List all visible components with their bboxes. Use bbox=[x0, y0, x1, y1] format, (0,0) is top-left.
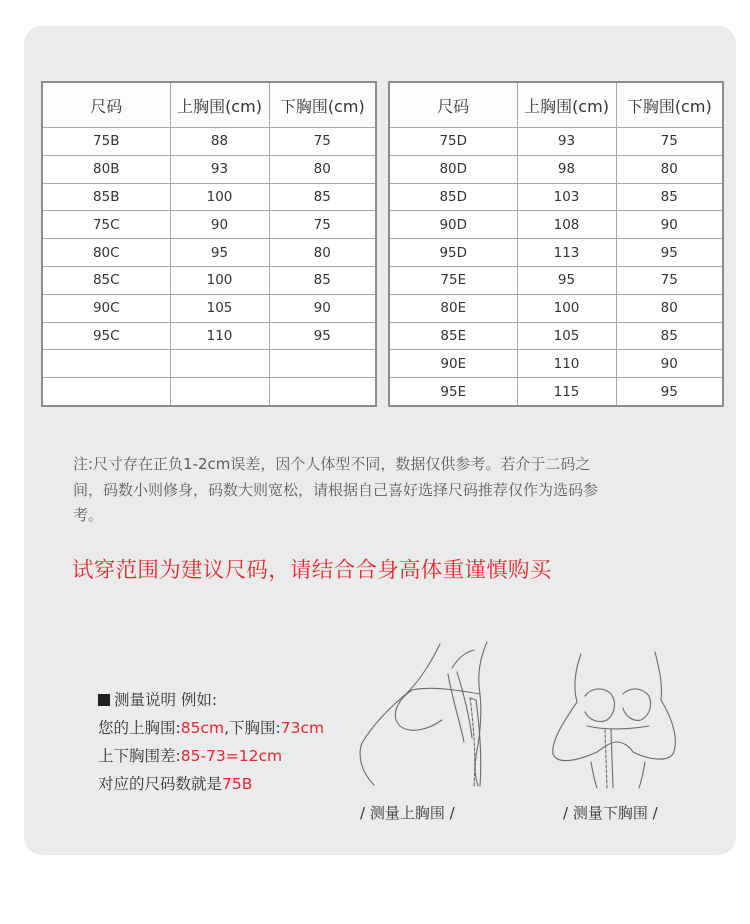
under-bust-cell: 85 bbox=[616, 183, 723, 211]
result-value: 75B bbox=[222, 775, 253, 793]
table-row bbox=[389, 128, 723, 156]
upper-bust-cell: 93 bbox=[517, 128, 616, 156]
table-row bbox=[42, 183, 376, 211]
square-bullet-icon bbox=[98, 694, 110, 706]
size-cell bbox=[42, 378, 170, 406]
table-row bbox=[42, 294, 376, 322]
upper-bust-cell: 100 bbox=[170, 183, 269, 211]
upper-bust-cell: 98 bbox=[517, 155, 616, 183]
upper-bust-cell: 95 bbox=[517, 266, 616, 294]
header-size: 尺码 bbox=[42, 82, 170, 128]
difference-value: 85-73=12cm bbox=[180, 747, 283, 765]
size-cell: 85B bbox=[42, 183, 170, 211]
size-cell: 80B bbox=[42, 155, 170, 183]
measure-result-line bbox=[98, 770, 324, 798]
upper-bust-cell: 95 bbox=[170, 239, 269, 267]
under-bust-cell: 75 bbox=[616, 128, 723, 156]
under-bust-cell: 80 bbox=[269, 239, 376, 267]
under-bust-cell: 75 bbox=[269, 211, 376, 239]
upper-bust-cell: 115 bbox=[517, 378, 616, 406]
header-size: 尺码 bbox=[389, 82, 517, 128]
size-cell: 85D bbox=[389, 183, 517, 211]
upper-bust-cell: 100 bbox=[517, 294, 616, 322]
size-cell: 75B bbox=[42, 128, 170, 156]
caption-under-bust: / 测量下胸围 / bbox=[563, 804, 658, 822]
under-bust-cell: 90 bbox=[269, 294, 376, 322]
upper-bust-cell: 100 bbox=[170, 266, 269, 294]
under-bust-cell: 95 bbox=[269, 322, 376, 350]
fit-warning: 试穿范围为建议尺码，请结合合身高体重谨慎购买 bbox=[72, 558, 552, 583]
difference-label: 上下胸围差: bbox=[98, 747, 181, 765]
under-bust-cell: 90 bbox=[616, 211, 723, 239]
size-cell: 85E bbox=[389, 322, 517, 350]
size-cell: 80D bbox=[389, 155, 517, 183]
upper-bust-cell bbox=[170, 378, 269, 406]
under-bust-cell: 75 bbox=[616, 266, 723, 294]
table-row bbox=[42, 128, 376, 156]
upper-bust-cell: 113 bbox=[517, 239, 616, 267]
upper-bust-value: 85cm bbox=[180, 719, 225, 737]
table-row bbox=[42, 378, 376, 406]
upper-bust-label: 您的上胸围: bbox=[98, 719, 181, 737]
table-row bbox=[389, 211, 723, 239]
upper-bust-cell: 108 bbox=[517, 211, 616, 239]
upper-bust-cell: 93 bbox=[170, 155, 269, 183]
under-bust-cell bbox=[269, 350, 376, 378]
measure-difference-line bbox=[98, 742, 324, 770]
under-bust-cell: 85 bbox=[269, 266, 376, 294]
upper-bust-cell: 110 bbox=[170, 322, 269, 350]
under-bust-cell bbox=[269, 378, 376, 406]
size-cell: 95E bbox=[389, 378, 517, 406]
table-row bbox=[42, 155, 376, 183]
size-table-right bbox=[388, 81, 724, 407]
measurement-instructions bbox=[98, 686, 324, 798]
under-bust-cell: 90 bbox=[616, 350, 723, 378]
table-row bbox=[42, 350, 376, 378]
measure-title: 测量说明 例如: bbox=[114, 691, 218, 709]
size-cell: 80C bbox=[42, 239, 170, 267]
size-cell: 80E bbox=[389, 294, 517, 322]
under-bust-label: 下胸围: bbox=[229, 719, 281, 737]
size-cell: 75E bbox=[389, 266, 517, 294]
under-bust-cell: 95 bbox=[616, 239, 723, 267]
upper-bust-cell: 90 bbox=[170, 211, 269, 239]
measure-title-line bbox=[98, 686, 324, 714]
table-row bbox=[42, 266, 376, 294]
size-cell: 90D bbox=[389, 211, 517, 239]
upper-bust-cell: 88 bbox=[170, 128, 269, 156]
upper-bust-measure-illustration bbox=[352, 638, 502, 788]
size-cell: 90E bbox=[389, 350, 517, 378]
under-bust-cell: 95 bbox=[616, 378, 723, 406]
under-bust-measure-illustration bbox=[545, 650, 685, 790]
under-bust-cell: 75 bbox=[269, 128, 376, 156]
table-row bbox=[389, 266, 723, 294]
upper-bust-cell: 110 bbox=[517, 350, 616, 378]
table-row bbox=[42, 239, 376, 267]
size-cell: 85C bbox=[42, 266, 170, 294]
size-table-left bbox=[41, 81, 377, 407]
table-row bbox=[389, 239, 723, 267]
table-row bbox=[389, 350, 723, 378]
separator: , bbox=[224, 719, 230, 737]
size-error-note: 注:尺寸存在正负1-2cm误差，因个人体型不同，数据仅供参考。若介于二码之间，码数小则修身，码数大则宽松，请根据自己喜好选择尺码推荐仅作为选码参考。 bbox=[73, 455, 599, 524]
upper-bust-cell: 105 bbox=[517, 322, 616, 350]
under-bust-cell: 80 bbox=[616, 294, 723, 322]
caption-upper-bust: / 测量上胸围 / bbox=[360, 804, 455, 822]
size-cell: 95C bbox=[42, 322, 170, 350]
table-header-row bbox=[389, 82, 723, 128]
header-under-bust: 下胸围(cm) bbox=[269, 82, 376, 128]
table-row bbox=[42, 322, 376, 350]
under-bust-cell: 80 bbox=[616, 155, 723, 183]
header-upper-bust: 上胸围(cm) bbox=[517, 82, 616, 128]
table-row bbox=[389, 322, 723, 350]
upper-bust-cell bbox=[170, 350, 269, 378]
size-cell: 75D bbox=[389, 128, 517, 156]
upper-bust-cell: 103 bbox=[517, 183, 616, 211]
under-bust-value: 73cm bbox=[280, 719, 325, 737]
table-row bbox=[389, 183, 723, 211]
result-label: 对应的尺码数就是 bbox=[98, 775, 223, 793]
header-upper-bust: 上胸围(cm) bbox=[170, 82, 269, 128]
table-header-row bbox=[42, 82, 376, 128]
table-row bbox=[389, 155, 723, 183]
table-row bbox=[42, 211, 376, 239]
table-row bbox=[389, 378, 723, 406]
size-cell bbox=[42, 350, 170, 378]
size-cell: 90C bbox=[42, 294, 170, 322]
header-under-bust: 下胸围(cm) bbox=[616, 82, 723, 128]
under-bust-cell: 85 bbox=[269, 183, 376, 211]
measure-example-line bbox=[98, 714, 324, 742]
under-bust-cell: 80 bbox=[269, 155, 376, 183]
table-row bbox=[389, 294, 723, 322]
size-cell: 75C bbox=[42, 211, 170, 239]
size-cell: 95D bbox=[389, 239, 517, 267]
upper-bust-cell: 105 bbox=[170, 294, 269, 322]
under-bust-cell: 85 bbox=[616, 322, 723, 350]
